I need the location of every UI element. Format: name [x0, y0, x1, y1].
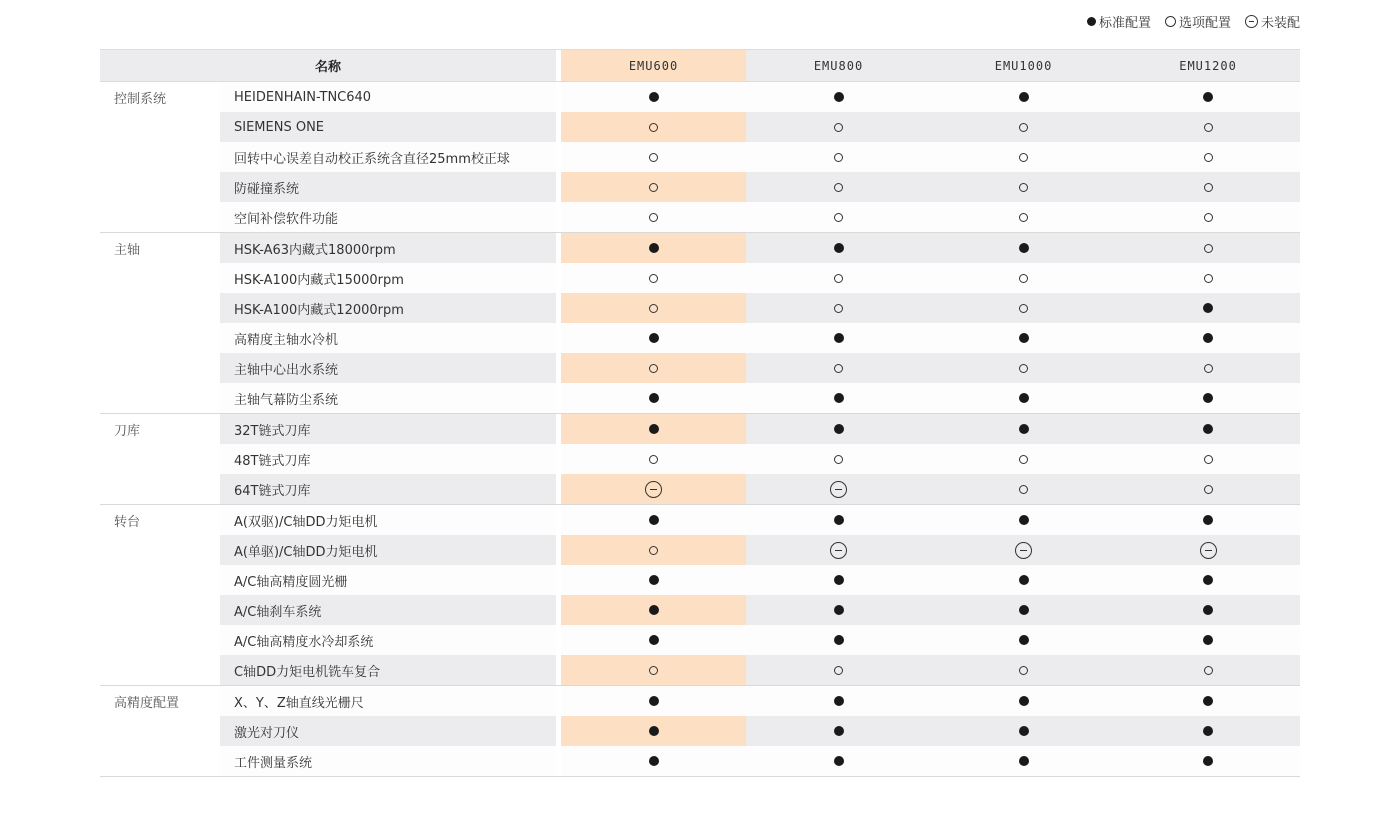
not-fitted-mark-icon [830, 481, 847, 498]
optional-mark-icon [649, 304, 658, 313]
config-cell [561, 565, 746, 595]
category-cell [100, 202, 220, 233]
legend-not-fitted-label: 未装配 [1260, 15, 1300, 31]
config-cell [931, 565, 1116, 595]
table-row [100, 625, 1300, 655]
standard-mark-icon [1019, 696, 1029, 706]
legend [1087, 12, 1300, 30]
table-row [100, 202, 1300, 233]
optional-mark-icon [834, 183, 843, 192]
config-cell [746, 565, 931, 595]
config-cell [561, 474, 746, 505]
config-cell [1116, 625, 1300, 655]
config-cell [746, 535, 931, 565]
config-cell [746, 293, 931, 323]
feature-name: 工件测量系统 [220, 746, 556, 777]
config-cell [561, 233, 746, 264]
standard-mark-icon [834, 515, 844, 525]
config-cell [1116, 474, 1300, 505]
not-fitted-mark-icon [1015, 542, 1032, 559]
not-fitted-mark-icon [645, 481, 662, 498]
standard-mark-icon [1203, 575, 1213, 585]
table-row [100, 414, 1300, 445]
standard-mark-icon [649, 243, 659, 253]
standard-mark-icon [1203, 756, 1213, 766]
optional-mark-icon [834, 364, 843, 373]
optional-mark-icon [834, 455, 843, 464]
config-cell [746, 172, 931, 202]
standard-mark-icon [834, 756, 844, 766]
table-row [100, 233, 1300, 264]
standard-mark-icon [1203, 424, 1213, 434]
header-model: EMU1200 [1116, 50, 1300, 82]
table-row [100, 323, 1300, 353]
optional-mark-icon [1019, 274, 1028, 283]
config-cell [931, 686, 1116, 717]
standard-mark-icon [649, 605, 659, 615]
config-cell [746, 655, 931, 686]
table-row [100, 82, 1300, 113]
standard-mark-icon [1203, 635, 1213, 645]
table-row [100, 112, 1300, 142]
category-cell [100, 746, 220, 777]
feature-name: SIEMENS ONE [220, 112, 556, 142]
config-cell [1116, 233, 1300, 264]
standard-mark-icon [834, 696, 844, 706]
category-cell: 高精度配置 [100, 686, 220, 717]
standard-mark-icon [1203, 696, 1213, 706]
standard-mark-icon [1019, 515, 1029, 525]
optional-mark-icon [1204, 213, 1213, 222]
config-cell [931, 202, 1116, 233]
legend-standard-label: 标准配置 [1098, 15, 1151, 31]
feature-name: 32T链式刀库 [220, 414, 556, 445]
standard-mark-icon [834, 605, 844, 615]
config-cell [746, 746, 931, 777]
config-cell [1116, 565, 1300, 595]
category-cell [100, 172, 220, 202]
optional-mark-icon [1019, 304, 1028, 313]
optional-mark-icon [1019, 485, 1028, 494]
optional-mark-icon [834, 123, 843, 132]
config-cell [746, 353, 931, 383]
feature-name: 主轴气幕防尘系统 [220, 383, 556, 414]
config-cell [931, 444, 1116, 474]
optional-mark-icon [649, 364, 658, 373]
standard-mark-icon [649, 726, 659, 736]
config-cell [1116, 414, 1300, 445]
standard-mark-icon [1019, 726, 1029, 736]
standard-mark-icon [834, 393, 844, 403]
optional-mark-icon [1204, 455, 1213, 464]
not-fitted-mark-icon [830, 542, 847, 559]
optional-mark-icon [1019, 455, 1028, 464]
standard-mark-icon [834, 726, 844, 736]
config-cell [1116, 595, 1300, 625]
category-cell [100, 655, 220, 686]
config-cell [561, 595, 746, 625]
feature-name: A/C轴刹车系统 [220, 595, 556, 625]
config-cell [561, 82, 746, 113]
config-cell [931, 716, 1116, 746]
config-cell [931, 263, 1116, 293]
category-cell [100, 323, 220, 353]
table-row [100, 444, 1300, 474]
optional-mark-icon [1019, 213, 1028, 222]
standard-mark-icon [1019, 92, 1029, 102]
config-cell [561, 444, 746, 474]
feature-name: HEIDENHAIN-TNC640 [220, 82, 556, 113]
table-row [100, 172, 1300, 202]
config-cell [746, 414, 931, 445]
category-cell [100, 383, 220, 414]
config-cell [931, 535, 1116, 565]
category-cell [100, 474, 220, 505]
feature-name: A(双驱)/C轴DD力矩电机 [220, 505, 556, 536]
table-row [100, 535, 1300, 565]
table-row [100, 686, 1300, 717]
config-cell [746, 625, 931, 655]
config-cell [1116, 142, 1300, 172]
optional-mark-icon [1204, 244, 1213, 253]
category-cell [100, 263, 220, 293]
optional-mark-icon [649, 274, 658, 283]
table-row [100, 565, 1300, 595]
standard-mark-icon [649, 515, 659, 525]
feature-name: 高精度主轴水冷机 [220, 323, 556, 353]
config-cell [931, 383, 1116, 414]
category-cell [100, 112, 220, 142]
optional-mark-icon [649, 666, 658, 675]
circle-minus-icon [1245, 15, 1258, 28]
config-cell [1116, 746, 1300, 777]
optional-mark-icon [1204, 274, 1213, 283]
standard-mark-icon [834, 635, 844, 645]
config-cell [561, 505, 746, 536]
optional-mark-icon [1204, 485, 1213, 494]
config-cell [746, 263, 931, 293]
feature-name: A/C轴高精度圆光栅 [220, 565, 556, 595]
config-cell [746, 505, 931, 536]
config-cell [1116, 82, 1300, 113]
config-cell [1116, 383, 1300, 414]
header-model: EMU800 [746, 50, 931, 82]
standard-mark-icon [649, 92, 659, 102]
standard-mark-icon [1203, 726, 1213, 736]
config-cell [561, 716, 746, 746]
category-cell: 主轴 [100, 233, 220, 264]
category-cell [100, 565, 220, 595]
optional-mark-icon [1204, 183, 1213, 192]
config-cell [746, 323, 931, 353]
config-cell [1116, 444, 1300, 474]
standard-mark-icon [649, 696, 659, 706]
standard-mark-icon [1019, 756, 1029, 766]
config-cell [746, 686, 931, 717]
optional-mark-icon [834, 304, 843, 313]
feature-name: 48T链式刀库 [220, 444, 556, 474]
standard-mark-icon [1019, 424, 1029, 434]
config-cell [1116, 535, 1300, 565]
standard-mark-icon [834, 92, 844, 102]
standard-mark-icon [834, 243, 844, 253]
config-cell [561, 625, 746, 655]
header-name: 名称 [100, 50, 556, 82]
standard-mark-icon [649, 635, 659, 645]
legend-optional-label: 选项配置 [1178, 15, 1231, 31]
header-model: EMU600 [561, 50, 746, 82]
feature-name: C轴DD力矩电机铣车复合 [220, 655, 556, 686]
config-cell [931, 353, 1116, 383]
table-row [100, 595, 1300, 625]
config-cell [561, 172, 746, 202]
table-row [100, 505, 1300, 536]
optional-mark-icon [834, 213, 843, 222]
legend-optional [1165, 12, 1231, 31]
optional-mark-icon [649, 123, 658, 132]
config-cell [1116, 293, 1300, 323]
optional-mark-icon [1019, 123, 1028, 132]
standard-mark-icon [1019, 393, 1029, 403]
optional-mark-icon [649, 455, 658, 464]
config-cell [1116, 323, 1300, 353]
standard-mark-icon [649, 424, 659, 434]
standard-mark-icon [1203, 333, 1213, 343]
table-row [100, 263, 1300, 293]
standard-mark-icon [834, 575, 844, 585]
config-cell [1116, 172, 1300, 202]
standard-mark-icon [649, 333, 659, 343]
optional-mark-icon [1204, 153, 1213, 162]
optional-mark-icon [1019, 183, 1028, 192]
config-cell [931, 293, 1116, 323]
standard-mark-icon [1019, 243, 1029, 253]
standard-mark-icon [1019, 575, 1029, 585]
table-row [100, 383, 1300, 414]
config-cell [561, 383, 746, 414]
feature-name: 64T链式刀库 [220, 474, 556, 505]
table-row [100, 353, 1300, 383]
config-cell [746, 142, 931, 172]
standard-mark-icon [1203, 605, 1213, 615]
config-cell [931, 172, 1116, 202]
config-cell [1116, 353, 1300, 383]
optional-mark-icon [1019, 666, 1028, 675]
feature-name: 回转中心误差自动校正系统含直径25mm校正球 [220, 142, 556, 172]
config-cell [1116, 112, 1300, 142]
config-cell [931, 82, 1116, 113]
not-fitted-mark-icon [1200, 542, 1217, 559]
config-cell [561, 323, 746, 353]
spec-table [100, 49, 1300, 777]
config-cell [1116, 716, 1300, 746]
category-cell [100, 444, 220, 474]
standard-mark-icon [649, 575, 659, 585]
category-cell: 刀库 [100, 414, 220, 445]
config-cell [561, 263, 746, 293]
category-cell [100, 595, 220, 625]
config-cell [746, 444, 931, 474]
config-cell [1116, 263, 1300, 293]
hollow-circle-icon [1165, 16, 1176, 27]
config-cell [746, 112, 931, 142]
config-cell [931, 142, 1116, 172]
table-row [100, 142, 1300, 172]
table-row [100, 474, 1300, 505]
category-cell [100, 535, 220, 565]
optional-mark-icon [834, 153, 843, 162]
standard-mark-icon [649, 756, 659, 766]
feature-name: 激光对刀仪 [220, 716, 556, 746]
standard-mark-icon [1203, 303, 1213, 313]
optional-mark-icon [834, 666, 843, 675]
config-cell [561, 746, 746, 777]
legend-standard [1087, 12, 1151, 31]
standard-mark-icon [649, 393, 659, 403]
feature-name: X、Y、Z轴直线光栅尺 [220, 686, 556, 717]
config-cell [746, 716, 931, 746]
config-cell [561, 655, 746, 686]
category-cell [100, 142, 220, 172]
config-cell [561, 353, 746, 383]
config-cell [931, 746, 1116, 777]
feature-name: 主轴中心出水系统 [220, 353, 556, 383]
config-cell [1116, 655, 1300, 686]
category-cell [100, 293, 220, 323]
config-cell [561, 535, 746, 565]
optional-mark-icon [649, 153, 658, 162]
category-cell [100, 625, 220, 655]
config-cell [746, 595, 931, 625]
feature-name: HSK-A63内藏式18000rpm [220, 233, 556, 264]
category-cell: 转台 [100, 505, 220, 536]
config-cell [746, 233, 931, 264]
optional-mark-icon [1204, 364, 1213, 373]
config-cell [931, 323, 1116, 353]
header-model: EMU1000 [931, 50, 1116, 82]
config-cell [561, 112, 746, 142]
filled-circle-icon [1087, 17, 1096, 26]
optional-mark-icon [649, 213, 658, 222]
legend-not-fitted [1245, 12, 1300, 31]
config-cell [1116, 686, 1300, 717]
standard-mark-icon [1019, 605, 1029, 615]
config-cell [931, 505, 1116, 536]
feature-name: A(单驱)/C轴DD力矩电机 [220, 535, 556, 565]
feature-name: 防碰撞系统 [220, 172, 556, 202]
spec-body [100, 82, 1300, 777]
config-cell [1116, 505, 1300, 536]
feature-name: A/C轴高精度水冷却系统 [220, 625, 556, 655]
standard-mark-icon [834, 333, 844, 343]
optional-mark-icon [649, 546, 658, 555]
optional-mark-icon [649, 183, 658, 192]
config-cell [746, 474, 931, 505]
table-row [100, 655, 1300, 686]
feature-name: HSK-A100内藏式15000rpm [220, 263, 556, 293]
category-cell: 控制系统 [100, 82, 220, 113]
optional-mark-icon [1204, 666, 1213, 675]
standard-mark-icon [1019, 333, 1029, 343]
optional-mark-icon [1019, 364, 1028, 373]
config-cell [561, 202, 746, 233]
feature-name: HSK-A100内藏式12000rpm [220, 293, 556, 323]
header-row [100, 50, 1300, 82]
config-cell [931, 112, 1116, 142]
config-cell [561, 142, 746, 172]
feature-name: 空间补偿软件功能 [220, 202, 556, 233]
config-cell [561, 414, 746, 445]
config-cell [1116, 202, 1300, 233]
config-cell [561, 686, 746, 717]
standard-mark-icon [1203, 393, 1213, 403]
config-cell [931, 414, 1116, 445]
table-row [100, 716, 1300, 746]
config-cell [931, 233, 1116, 264]
category-cell [100, 353, 220, 383]
config-cell [561, 293, 746, 323]
table-row [100, 293, 1300, 323]
standard-mark-icon [1203, 92, 1213, 102]
config-cell [746, 82, 931, 113]
config-cell [931, 595, 1116, 625]
optional-mark-icon [834, 274, 843, 283]
table-row [100, 746, 1300, 777]
config-cell [746, 383, 931, 414]
category-cell [100, 716, 220, 746]
optional-mark-icon [1204, 123, 1213, 132]
standard-mark-icon [834, 424, 844, 434]
optional-mark-icon [1019, 153, 1028, 162]
config-cell [746, 202, 931, 233]
config-cell [931, 474, 1116, 505]
config-cell [931, 625, 1116, 655]
standard-mark-icon [1019, 635, 1029, 645]
standard-mark-icon [1203, 515, 1213, 525]
config-cell [931, 655, 1116, 686]
